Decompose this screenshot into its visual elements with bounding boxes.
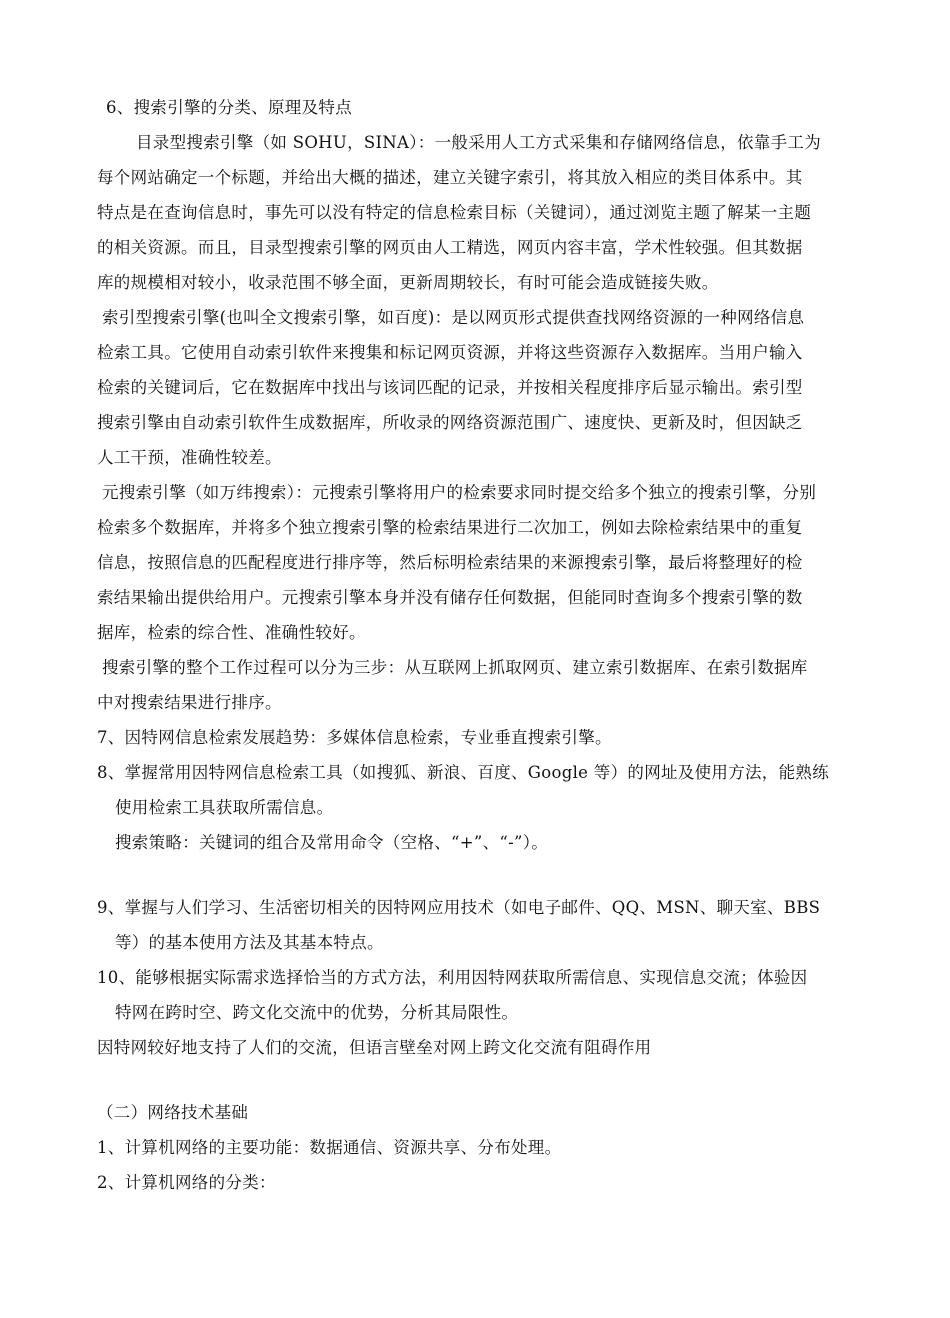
paragraph-line: 检索多个数据库，并将多个独立搜索引擎的检索结果进行二次加工，例如去除检索结果中的重复 [97, 518, 803, 537]
paragraph-line: 搜索引擎的整个工作过程可以分为三步：从互联网上抓取网页、建立索引数据库、在索引数据库 [102, 658, 808, 677]
paragraph-line: 的相关资源。而且，目录型搜索引擎的网页由人工精选，网页内容丰富，学术性较强。但其数据 [97, 238, 803, 257]
list-item-8-continued: 使用检索工具获取所需信息。 [115, 798, 334, 817]
paragraph-line: 检索工具。它使用自动索引软件来搜集和标记网页资源，并将这些资源存入数据库。当用户输入 [97, 343, 803, 362]
list-item-9: 9、掌握与人们学习、生活密切相关的因特网应用技术（如电子邮件、QQ、MSN、聊天室、BBS [97, 898, 821, 917]
search-strategy-line: 搜索策略：关键词的组合及常用命令（空格、“+”、“-”）。 [115, 833, 549, 852]
list-item-9-continued: 等）的基本使用方法及其基本特点。 [115, 933, 384, 952]
list-item-10-continued: 特网在跨时空、跨文化交流中的优势，分析其局限性。 [115, 1003, 519, 1022]
paragraph-line: 索结果输出提供给用户。元搜索引擎本身并没有储存任何数据，但能同时查询多个搜索引擎的数 [97, 588, 803, 607]
list-item-7: 7、因特网信息检索发展趋势：多媒体信息检索，专业垂直搜索引擎。 [97, 728, 612, 747]
list-item-1: 1、计算机网络的主要功能：数据通信、资源共享、分布处理。 [97, 1138, 562, 1157]
list-item-10: 10、能够根据实际需求选择恰当的方式方法，利用因特网获取所需信息、实现信息交流；体验因 [97, 968, 808, 987]
list-item-2: 2、计算机网络的分类： [97, 1173, 276, 1192]
section-heading-network-basics: （二）网络技术基础 [97, 1103, 249, 1122]
paragraph-line: 信息，按照信息的匹配程度进行排序等，然后标明检索结果的来源搜索引擎，最后将整理好的检 [97, 553, 803, 572]
section-heading-search-engines: 6、搜索引擎的分类、原理及特点 [106, 98, 352, 117]
paragraph-line: 中对搜索结果进行排序。 [97, 693, 282, 712]
paragraph-line: 特点是在查询信息时，事先可以没有特定的信息检索目标（关键词），通过浏览主题了解某一主题 [97, 203, 812, 222]
paragraph-line: 元搜索引擎（如万纬搜索）：元搜索引擎将用户的检索要求同时提交给多个独立的搜索引擎，分别 [102, 483, 817, 502]
paragraph-line: 人工干预，准确性较差。 [97, 448, 282, 467]
paragraph-line: 索引型搜索引擎(也叫全文搜索引擎，如百度)：是以网页形式提供查找网络资源的一种网络信息 [102, 308, 805, 327]
paragraph-line: 据库，检索的综合性、准确性较好。 [97, 623, 366, 642]
paragraph-line: 检索的关键词后，它在数据库中找出与该词匹配的记录，并按相关程度排序后显示输出。索引型 [97, 378, 803, 397]
paragraph-line: 因特网较好地支持了人们的交流，但语言壁垒对网上跨文化交流有阻碍作用 [97, 1038, 652, 1057]
paragraph-line: 每个网站确定一个标题，并给出大概的描述，建立关键字索引，将其放入相应的类目体系中。其 [97, 168, 803, 187]
paragraph-line: 搜索引擎由自动索引软件生成数据库，所收录的网络资源范围广、速度快、更新及时，但因缺乏 [97, 413, 803, 432]
list-item-8: 8、掌握常用因特网信息检索工具（如搜狐、新浪、百度、Google 等）的网址及使用方法，能熟练 [97, 763, 829, 782]
paragraph-line: 库的规模相对较小，收录范围不够全面，更新周期较长，有时可能会造成链接失败。 [97, 273, 719, 292]
paragraph-line: 目录型搜索引擎（如 SOHU，SINA）：一般采用人工方式采集和存储网络信息，依靠手工为 [136, 133, 821, 152]
